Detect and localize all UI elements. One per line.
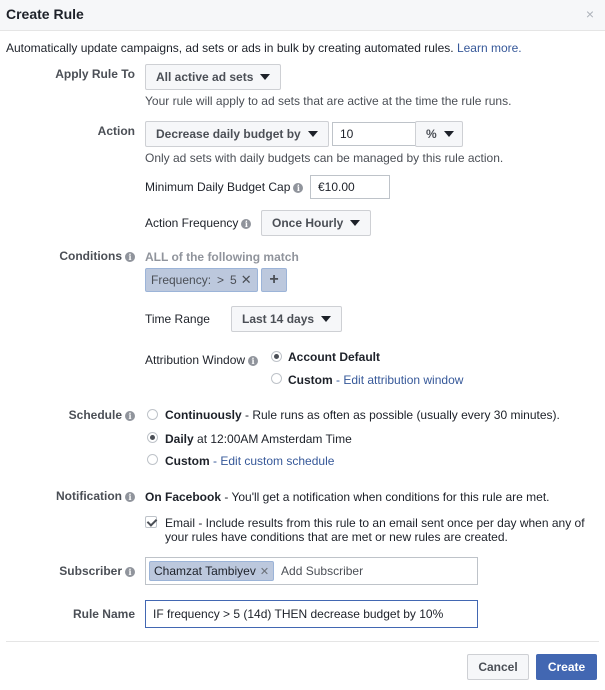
attribution-default-radio[interactable] xyxy=(271,351,282,362)
conditions-label: Conditions xyxy=(59,249,122,263)
add-condition-button[interactable]: + xyxy=(261,268,287,292)
edit-custom-schedule-link[interactable]: - Edit custom schedule xyxy=(213,454,335,468)
info-icon[interactable]: i xyxy=(293,183,303,193)
schedule-continuously-radio[interactable] xyxy=(147,409,158,420)
action-label: Action xyxy=(97,124,135,138)
email-checkbox[interactable] xyxy=(145,516,157,528)
schedule-continuously-desc: - Rule runs as often as possible (usually every 30 minutes). xyxy=(245,408,560,422)
schedule-label-wrap xyxy=(69,408,135,422)
conditions-label-wrap xyxy=(59,249,135,263)
action-frequency-value: Once Hourly xyxy=(272,216,344,230)
conditions-match-text: ALL of the following match xyxy=(145,250,299,264)
action-value: Decrease daily budget by xyxy=(156,127,301,141)
email-line2: your rules have conditions that are met or new rules are created. xyxy=(165,530,508,544)
apply-rule-to-label: Apply Rule To xyxy=(55,67,135,81)
rule-name-input[interactable]: IF frequency > 5 (14d) THEN decrease budget by 10% xyxy=(145,600,478,628)
attribution-label-wrap xyxy=(145,353,258,367)
subscriber-chip xyxy=(149,561,274,581)
notification-label: Notification xyxy=(56,489,122,503)
apply-rule-to-dropdown[interactable] xyxy=(145,64,281,90)
close-icon[interactable]: × xyxy=(585,6,594,22)
notification-label-wrap xyxy=(56,489,135,503)
action-unit-dropdown[interactable] xyxy=(415,121,463,147)
info-icon[interactable]: i xyxy=(241,219,251,229)
info-icon[interactable]: i xyxy=(125,567,135,577)
time-range-value: Last 14 days xyxy=(242,312,315,326)
subscriber-label-wrap xyxy=(59,564,135,578)
edit-attribution-window-link[interactable]: - Edit attribution window xyxy=(336,373,464,387)
condition-chip[interactable] xyxy=(145,268,258,292)
info-icon[interactable]: i xyxy=(248,356,258,366)
action-hint: Only ad sets with daily budgets can be managed by this rule action. xyxy=(145,151,504,165)
schedule-continuously-label: Continuously xyxy=(165,408,242,422)
apply-rule-to-hint: Your rule will apply to ad sets that are active at the time the rule runs. xyxy=(145,94,512,108)
remove-icon[interactable]: ✕ xyxy=(240,272,252,287)
condition-field: Frequency: xyxy=(151,273,212,287)
attribution-window-label: Attribution Window xyxy=(145,353,246,367)
time-range-dropdown[interactable] xyxy=(231,306,342,332)
learn-more-link[interactable]: Learn more. xyxy=(456,41,522,55)
time-range-label: Time Range xyxy=(145,312,210,326)
min-cap-input[interactable]: €10.00 xyxy=(310,175,390,199)
schedule-daily-label: Daily xyxy=(165,432,194,446)
create-button[interactable]: Create xyxy=(536,654,597,680)
dialog-header xyxy=(0,0,605,31)
schedule-daily-desc: at 12:00AM Amsterdam Time xyxy=(197,432,352,446)
caret-down-icon xyxy=(350,220,360,226)
info-icon[interactable]: i xyxy=(125,411,135,421)
schedule-custom-wrap xyxy=(165,454,334,468)
schedule-daily-wrap xyxy=(165,432,352,446)
intro-description: Automatically update campaigns, ad sets or ads in bulk by creating automated rules. xyxy=(6,41,454,55)
subscriber-chip-label: Chamzat Tambiyev xyxy=(154,564,256,578)
action-amount-input[interactable]: 10 xyxy=(332,122,416,146)
min-cap-label-wrap xyxy=(145,180,303,194)
schedule-daily-radio[interactable] xyxy=(147,432,158,443)
condition-operator: > xyxy=(217,273,225,287)
notification-facebook-wrap xyxy=(145,490,550,504)
intro-text xyxy=(6,41,522,55)
min-cap-label: Minimum Daily Budget Cap xyxy=(145,180,291,194)
cancel-button[interactable]: Cancel xyxy=(467,654,529,680)
action-frequency-dropdown[interactable] xyxy=(261,210,371,236)
caret-down-icon xyxy=(444,131,454,137)
attribution-custom-wrap xyxy=(288,373,463,387)
dialog-title: Create Rule xyxy=(6,6,84,22)
footer-divider xyxy=(6,641,599,642)
attribution-custom-label: Custom xyxy=(288,373,333,387)
info-icon[interactable]: i xyxy=(125,492,135,502)
apply-rule-to-value: All active ad sets xyxy=(156,70,254,84)
schedule-continuously-wrap xyxy=(165,408,560,422)
notification-facebook-title: On Facebook xyxy=(145,490,222,504)
schedule-custom-label: Custom xyxy=(165,454,210,468)
remove-subscriber-icon[interactable]: ✕ xyxy=(259,565,270,578)
attribution-default-label: Account Default xyxy=(288,350,381,364)
email-line1: Email - Include results from this rule to an email sent once per day when any of xyxy=(165,516,585,530)
rule-name-label: Rule Name xyxy=(72,607,135,621)
schedule-label: Schedule xyxy=(68,408,122,422)
caret-down-icon xyxy=(321,316,331,322)
subscriber-field[interactable] xyxy=(145,557,478,585)
add-subscriber-placeholder[interactable]: Add Subscriber xyxy=(281,564,364,578)
action-frequency-label: Action Frequency xyxy=(145,216,239,230)
action-dropdown[interactable] xyxy=(145,121,329,147)
subscriber-label: Subscriber xyxy=(59,564,122,578)
schedule-custom-radio[interactable] xyxy=(147,454,158,465)
caret-down-icon xyxy=(260,74,270,80)
action-unit-value: % xyxy=(426,127,437,141)
attribution-custom-radio[interactable] xyxy=(271,373,282,384)
frequency-label-wrap xyxy=(145,216,251,230)
condition-value: 5 xyxy=(230,273,237,287)
caret-down-icon xyxy=(308,131,318,137)
notification-facebook-desc: - You'll get a notification when conditions for this rule are met. xyxy=(224,490,550,504)
info-icon[interactable]: i xyxy=(125,252,135,262)
